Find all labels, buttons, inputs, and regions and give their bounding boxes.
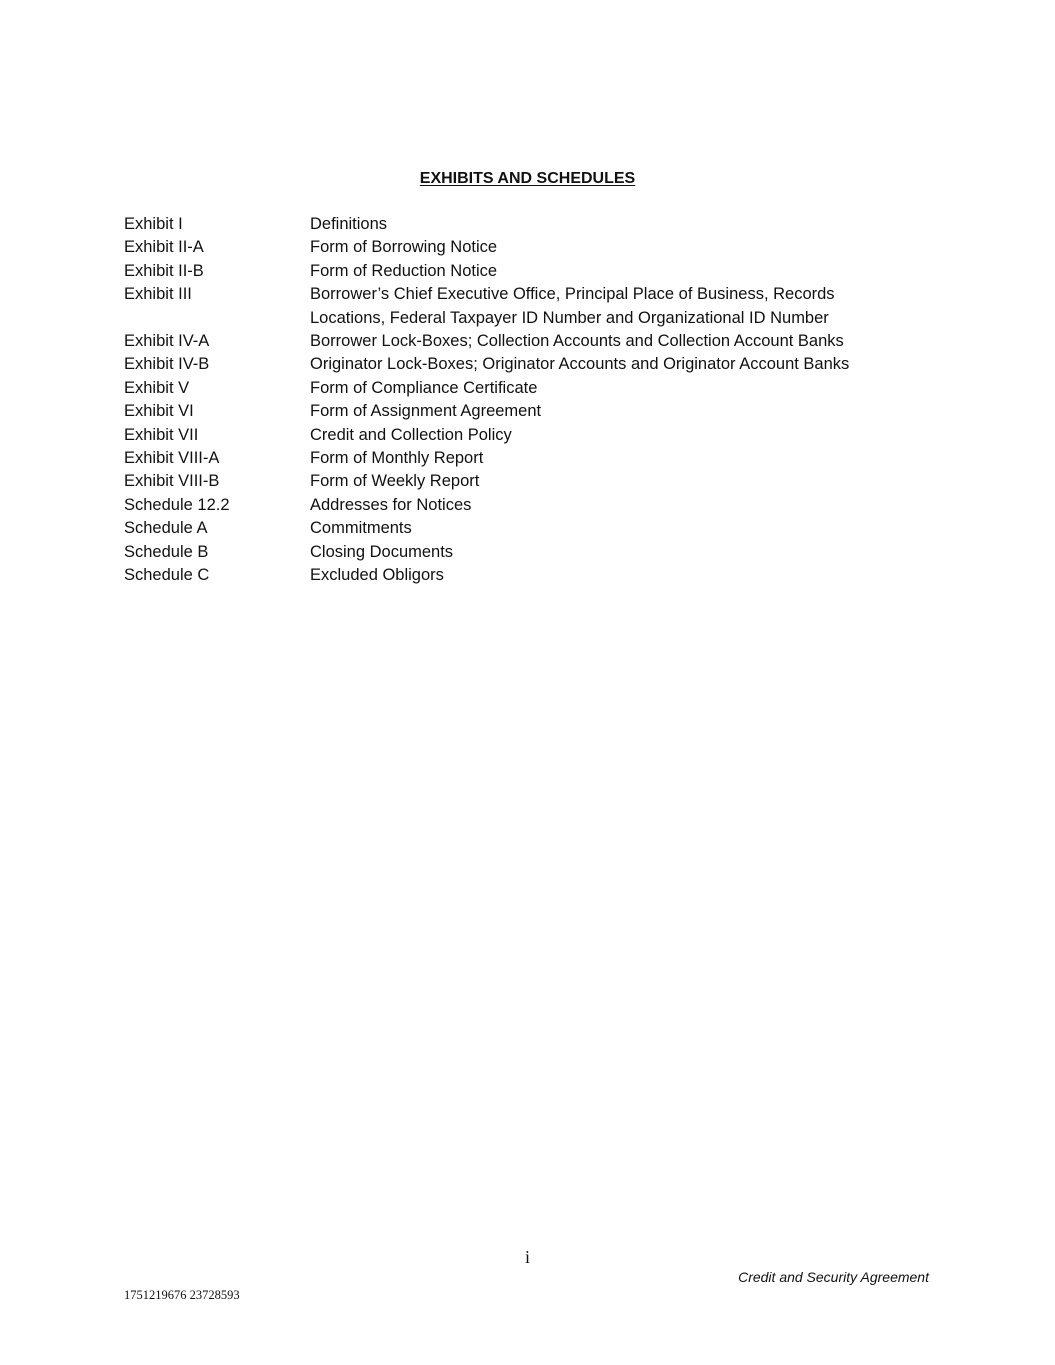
list-item xyxy=(124,470,924,493)
list-item xyxy=(124,213,924,236)
list-item xyxy=(124,377,924,400)
list-item xyxy=(124,236,924,259)
exhibit-label: Exhibit V xyxy=(124,378,190,397)
list-item xyxy=(124,494,924,517)
list-item xyxy=(124,330,924,353)
exhibit-description: Form of Monthly Report xyxy=(310,449,484,468)
schedule-label: Schedule B xyxy=(124,542,209,561)
list-item xyxy=(124,260,924,283)
schedule-description: Excluded Obligors xyxy=(310,566,444,585)
exhibit-label: Exhibit II-B xyxy=(124,261,204,280)
exhibit-description: Form of Weekly Report xyxy=(310,472,480,491)
exhibit-label: Exhibit I xyxy=(124,215,183,233)
exhibit-label: Exhibit III xyxy=(124,285,192,304)
exhibit-label: Exhibit IV-B xyxy=(124,355,210,374)
list-item xyxy=(124,283,924,330)
schedule-label: Schedule 12.2 xyxy=(124,495,230,514)
exhibit-description: Originator Lock-Boxes; Originator Accounts and Originator Account Banks xyxy=(310,355,850,374)
list-item xyxy=(124,424,924,447)
list-item xyxy=(124,400,924,423)
list-item xyxy=(124,541,924,564)
page-number: i xyxy=(524,1247,530,1267)
exhibit-description: Definitions xyxy=(310,215,388,233)
exhibit-label: Exhibit II-A xyxy=(124,238,204,257)
exhibit-description: Borrower’s Chief Executive Office, Principal Place of Business, Records Locations, Federal Taxpayer ID Number and Organizational ID Number xyxy=(310,285,835,327)
list-item xyxy=(124,353,924,376)
exhibit-label: Exhibit VI xyxy=(124,402,194,421)
exhibit-description: Form of Reduction Notice xyxy=(310,261,498,280)
schedule-description: Closing Documents xyxy=(310,542,454,561)
exhibit-label: Exhibit VII xyxy=(124,425,199,444)
schedule-description: Addresses for Notices xyxy=(310,495,472,514)
page-title: EXHIBITS AND SCHEDULES xyxy=(419,170,636,187)
document-id: 1751219676 23728593 xyxy=(124,1288,240,1302)
footer-document-title: Credit and Security Agreement xyxy=(738,1269,929,1285)
list-item xyxy=(124,564,924,587)
exhibit-description: Borrower Lock-Boxes; Collection Accounts and Collection Account Banks xyxy=(310,332,844,351)
exhibit-description: Form of Assignment Agreement xyxy=(310,402,542,421)
schedule-label: Schedule A xyxy=(124,519,208,538)
list-item xyxy=(124,447,924,470)
exhibits-list xyxy=(124,213,924,588)
exhibit-label: Exhibit VIII-B xyxy=(124,472,220,491)
schedule-label: Schedule C xyxy=(124,566,210,585)
exhibit-label: Exhibit IV-A xyxy=(124,332,210,351)
exhibit-description: Form of Borrowing Notice xyxy=(310,238,498,257)
exhibit-description: Form of Compliance Certificate xyxy=(310,378,538,397)
exhibit-description: Credit and Collection Policy xyxy=(310,425,512,444)
exhibit-label: Exhibit VIII-A xyxy=(124,449,220,468)
schedule-description: Commitments xyxy=(310,519,412,538)
list-item xyxy=(124,517,924,540)
